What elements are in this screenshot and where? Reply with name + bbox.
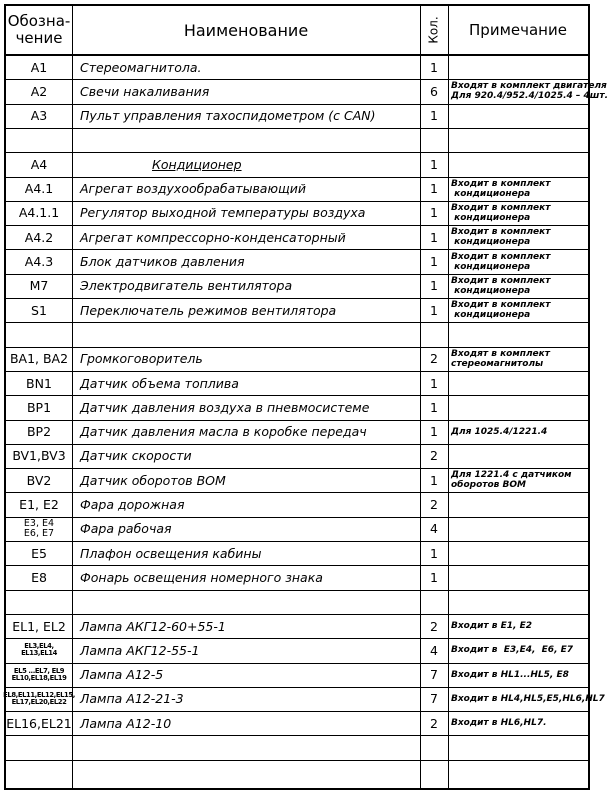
designation-cell: BN1 [26,375,52,391]
note-cell: Входит в HL6,HL7. [451,718,547,729]
name-cell: Блок датчиков давления [80,254,245,270]
designation-cell: A2 [30,83,48,99]
name-cell: Агрегат воздухообрабатывающий [80,181,307,197]
designation-cell [6,322,72,346]
quantity-cell: 7 [430,667,438,683]
designation-cell: E5 [31,545,47,561]
name-cell: Свечи накаливания [80,83,210,99]
designation-cell: EL3,EL4, EL13,EL14 [21,642,57,658]
name-cell [72,128,420,152]
note-cell [448,55,588,79]
name-cell: Лампа А12-10 [80,715,172,731]
note-cell [448,590,588,614]
name-cell: Лампа АКГ12-60+55-1 [80,618,226,634]
designation-cell: E8 [31,569,47,585]
note-cell: Для 1025.4/1221.4 [451,426,548,437]
header-designation: Обозна- чение [7,12,71,47]
quantity-cell: 1 [430,254,438,270]
name-cell: Лампа А12-21-3 [80,691,184,707]
quantity-cell: 1 [430,108,438,124]
quantity-cell: 4 [430,521,438,537]
quantity-cell: 7 [430,691,438,707]
name-cell: Датчик объема топлива [80,375,239,391]
designation-cell: EL8,EL11,EL12,EL15, EL17,EL20,EL22 [3,690,75,706]
quantity-cell: 2 [430,497,438,513]
quantity-cell [420,590,448,614]
designation-cell: A4.1.1 [18,205,60,221]
quantity-cell: 1 [430,205,438,221]
note-cell: Входит в HL4,HL5,E5,HL6,HL7 [451,693,605,704]
note-cell [448,104,588,128]
name-cell: Датчик давления воздуха в пневмосистеме [80,399,370,415]
name-cell [72,735,420,759]
note-cell: Входит в комплект кондиционера [451,275,551,296]
note-cell: Входит в HL1...HL5, E8 [451,669,569,680]
quantity-cell: 6 [430,83,438,99]
row-divider [6,760,588,761]
quantity-cell [420,735,448,759]
note-cell [448,565,588,589]
name-cell: Пульт управления тахоспидометром (с CAN) [80,108,376,124]
designation-cell: S1 [31,302,47,318]
quantity-cell: 1 [430,399,438,415]
note-cell [448,492,588,516]
quantity-cell [420,128,448,152]
name-cell: Лампа А12-5 [80,667,164,683]
header-note: Примечание [469,20,567,39]
designation-cell: BA1, BA2 [9,351,69,367]
designation-cell: A4.1 [24,181,54,197]
note-cell: Входит в комплект кондиционера [451,202,551,223]
name-cell: Регулятор выходной температуры воздуха [80,205,366,221]
note-cell: Для 1221.4 с датчиком оборотов ВОМ [451,470,572,491]
name-cell: Громкоговоритель [80,351,203,367]
name-cell: Датчик оборотов ВОМ [80,472,226,488]
name-cell: Датчик давления масла в коробке передач [80,424,367,440]
designation-cell: A4.3 [24,254,54,270]
header-qty: Кол. [426,16,441,44]
note-cell: Входит в комплект кондиционера [451,178,551,199]
quantity-cell: 2 [430,351,438,367]
note-cell [448,517,588,541]
name-cell: Фара дорожная [80,497,185,513]
note-cell [448,735,588,759]
name-cell: Электродвигатель вентилятора [80,278,293,294]
quantity-cell: 4 [430,642,438,658]
name-cell [72,590,420,614]
note-cell: Входит в комплект кондиционера [451,227,551,248]
designation-cell: EL5 ...EL7, EL9 EL10,EL18,EL19 [11,666,67,682]
designation-cell: BV1,BV3 [12,448,66,464]
designation-cell: E3, E4 E6, E7 [23,517,55,539]
quantity-cell: 1 [430,545,438,561]
quantity-cell: 1 [430,424,438,440]
quantity-cell: 1 [430,302,438,318]
designation-cell: A3 [30,108,48,124]
note-cell [448,322,588,346]
name-cell: Плафон освещения кабины [80,545,262,561]
quantity-cell: 1 [430,156,438,172]
quantity-cell: 1 [430,569,438,585]
quantity-cell: 1 [430,59,438,75]
quantity-cell [420,322,448,346]
note-cell [448,395,588,419]
name-cell: Стереомагнитола. [80,59,202,75]
note-cell: Входят в комплект двигателя Для 920.4/952.4/1025.4 – 4шт. [451,81,608,102]
specification-table [3,4,608,790]
note-cell [448,444,588,468]
note-cell: Входят в комплект стереомагнитолы [451,348,550,369]
name-cell: Лампа АКГ12-55-1 [80,642,200,658]
name-cell: Фонарь освещения номерного знака [80,569,323,585]
note-cell [448,152,588,176]
designation-cell [6,735,72,759]
designation-cell [6,590,72,614]
designation-cell: A4 [30,156,48,172]
name-cell: Переключатель режимов вентилятора [80,302,337,318]
quantity-cell: 1 [430,472,438,488]
header-name: Наименование [183,20,309,40]
quantity-cell: 2 [430,715,438,731]
quantity-cell: 1 [430,181,438,197]
quantity-cell: 2 [430,448,438,464]
note-cell: Входит в E1, E2 [451,621,532,632]
designation-cell: BV2 [26,472,52,488]
quantity-cell: 1 [430,278,438,294]
designation-cell: BP2 [26,424,52,440]
designation-cell: A4.2 [24,229,54,245]
name-cell: Датчик скорости [80,448,192,464]
name-cell: Агрегат компрессорно-конденсаторный [80,229,346,245]
note-cell: Входит в комплект кондиционера [451,300,551,321]
name-cell [72,322,420,346]
designation-cell: E1, E2 [19,497,59,513]
quantity-cell: 1 [430,375,438,391]
designation-cell: EL16,EL21 [6,715,72,731]
note-cell: Входит в комплект кондиционера [451,251,551,272]
note-cell [448,541,588,565]
designation-cell: M7 [29,278,49,294]
designation-cell: BP1 [26,399,52,415]
note-cell [448,128,588,152]
designation-cell: A1 [30,59,48,75]
name-cell: Фара рабочая [80,521,172,537]
note-cell [448,371,588,395]
quantity-cell: 2 [430,618,438,634]
note-cell: Входит в E3,E4, E6, E7 [451,645,574,656]
designation-cell: EL1, EL2 [12,618,66,634]
name-cell: Кондиционер [152,156,242,172]
designation-cell [6,128,72,152]
quantity-cell: 1 [430,229,438,245]
